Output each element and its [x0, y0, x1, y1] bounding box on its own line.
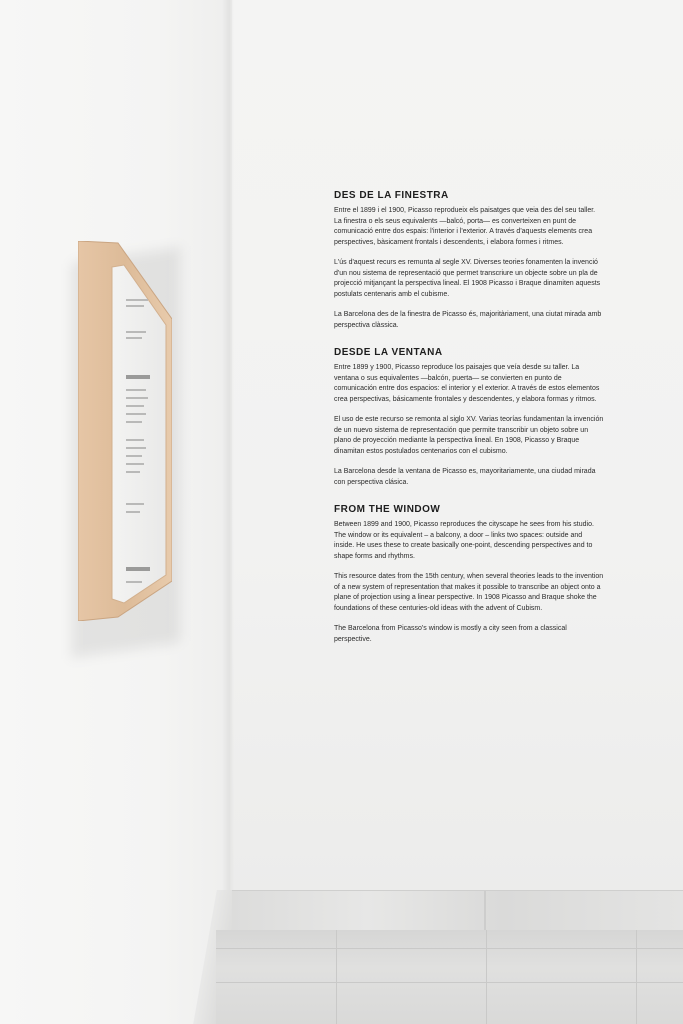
floor-tile-line	[486, 930, 487, 1024]
spanish-section	[334, 347, 604, 488]
spanish-heading: DESDE LA VENTANA	[334, 347, 443, 358]
wall-text-panel	[334, 190, 604, 661]
english-section	[334, 504, 604, 645]
framed-panel-image	[78, 241, 172, 621]
spanish-paragraph-3: La Barcelona desde la ventana de Picasso es, mayoritariamente, una ciudad mirada con perspectiva clásica.	[334, 468, 596, 486]
floor-tile-line	[216, 948, 683, 949]
marble-floor	[216, 930, 683, 1024]
marble-baseboard	[232, 890, 683, 931]
catalan-paragraph-2: L'ús d'aquest recurs es remunta al segle XV. Diverses teories fonamenten la invenció d'un nou sistema de representació que permet transcriure un objecte sobre un pla de projecció mitjançant la perspectiva lineal. El 1908 Picasso i Braque dinamiten aquests postulats centenaris amb el cubisme.	[334, 259, 601, 298]
english-paragraph-2: This resource dates from the 15th century, when several theories leads to the invention of a new system of representation that makes it possible to transcribe an object onto a plane of projection using a linear perspective. In 1908 Picasso and Braque shoke the foundations of these centuries-old ideas with the advent of Cubism.	[334, 573, 604, 612]
catalan-paragraph-3: La Barcelona des de la finestra de Picasso és, majoritàriament, una ciutat mirada amb perspectiva clàssica.	[334, 311, 602, 329]
spanish-paragraph-2: El uso de este recurso se remonta al siglo XV. Varias teorías fundamentan la invención de un nuevo sistema de representación que permite transcribir un objeto sobre un plano de proyección mediante la perspectiva lineal. En 1908, Picasso y Braque dinamitan estos postulados centenarios con el cubismo.	[334, 416, 604, 455]
floor-tile-line	[636, 930, 637, 1024]
floor-tile-line	[216, 982, 683, 983]
catalan-heading: DES DE LA FINESTRA	[334, 190, 449, 201]
catalan-paragraph-1: Entre el 1899 i el 1900, Picasso reprodueix els paisatges que veia des del seu taller. La finestra o els seus equivalents —balcó, porta— es converteixen en punt de comunicació entre dos espais: l'interior i l'exterior. A través d'aquests elements crea perspectives, bàsicament frontals i descendents, i elabora formes i ritmes.	[334, 207, 596, 246]
floor-tile-line	[336, 930, 337, 1024]
spanish-paragraph-1: Entre 1899 y 1900, Picasso reproduce los paisajes que veía desde su taller. La ventana o sus equivalentes —balcón, puerta— se convierten en punto de comunicación entre dos espacios: el interior y el exterior. A través de estos elementos crea perspectivas, básicamente frontales y descendentes, y elabora formas y ritmos.	[334, 364, 600, 403]
english-paragraph-1: Between 1899 and 1900, Picasso reproduces the cityscape he sees from his studio. The window or its equivalent – a balcony, a door – links two spaces: outside and inside. He uses these to create basically one-point, descending perspectives and to shape forms and rhythms.	[334, 521, 594, 560]
baseboard-seam	[484, 891, 486, 931]
english-heading: FROM THE WINDOW	[334, 504, 441, 515]
wooden-picture-frame	[78, 241, 172, 621]
english-paragraph-3: The Barcelona from Picasso's window is mostly a city seen from a classical perspective.	[334, 625, 567, 643]
wall-corner-shadow	[222, 0, 234, 900]
catalan-section	[334, 190, 604, 331]
